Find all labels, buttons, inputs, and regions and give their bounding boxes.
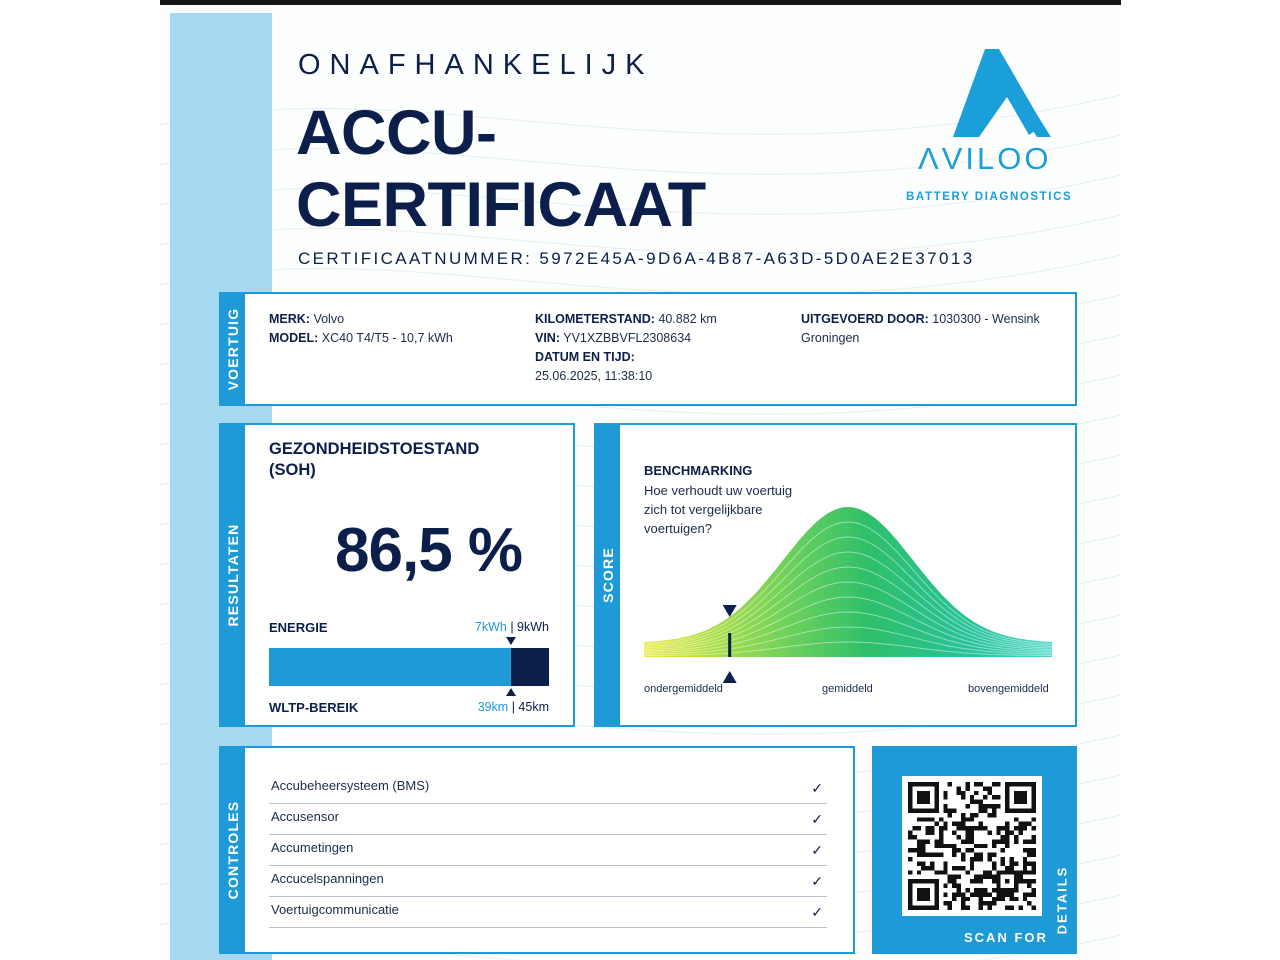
control-row	[269, 865, 827, 897]
energy-max: 9kWh	[517, 620, 549, 634]
axis-high-label: bovengemiddeld	[968, 683, 1049, 695]
certificate-number-value: 5972E45A-9D6A-4B87-A63D-5D0AE2E37013	[539, 249, 975, 268]
range-label: WLTP-BEREIK	[269, 700, 359, 715]
controls-tab	[221, 748, 245, 952]
energy-label: ENERGIE	[269, 620, 328, 635]
control-label: Voertuigcommunicatie	[271, 902, 399, 917]
page-title	[296, 97, 706, 241]
vin-value: YV1XZBBVFL2308634	[563, 331, 692, 345]
certificate-number-label: CERTIFICAATNUMMER:	[298, 249, 533, 268]
soh-bar-fill	[269, 648, 511, 686]
km-value: 40.882 km	[658, 312, 717, 326]
range-values	[478, 700, 549, 714]
control-label: Accumetingen	[271, 840, 354, 855]
control-row	[269, 834, 827, 866]
title-line-1: ACCU-	[296, 98, 497, 168]
model-value: XC40 T4/T5 - 10,7 kWh	[321, 331, 453, 345]
km-label: KILOMETERSTAND:	[535, 312, 655, 326]
vehicle-tab-label: VOERTUIG	[225, 307, 241, 391]
vehicle-tab	[221, 294, 245, 404]
issuer-value-2: Groningen	[801, 331, 860, 345]
logo-wordmark: ΛVILOO	[918, 141, 1052, 176]
control-row	[269, 803, 827, 835]
controls-tab-label: CONTROLES	[225, 800, 241, 900]
benchmarking-title: BENCHMARKING	[644, 463, 753, 478]
score-marker-line	[728, 633, 731, 657]
soh-title-line-1: GEZONDHEIDSTOESTAND	[269, 440, 480, 458]
control-label: Accusensor	[271, 809, 339, 824]
soh-title-line-2: (SOH)	[269, 461, 316, 479]
issuer-value-1: 1030300 - Wensink	[932, 312, 1040, 326]
datetime-value: 25.06.2025, 11:38:10	[535, 369, 653, 383]
aviloo-logo-icon	[895, 41, 1085, 211]
score-marker-bottom-icon	[723, 671, 737, 683]
model-label: MODEL:	[269, 331, 319, 345]
certificate-number	[298, 249, 975, 269]
range-marker-icon	[506, 688, 516, 696]
energy-marker-icon	[506, 637, 516, 645]
score-tab-label: SCORE	[600, 547, 616, 603]
check-icon: ✓	[811, 904, 823, 920]
benchmarking-question: Hoe verhoudt uw voertuig zich tot vergelijkbare voertuigen?	[644, 483, 793, 536]
qr-code-box[interactable]	[902, 776, 1042, 916]
control-label: Accucelspanningen	[271, 871, 384, 886]
control-row	[269, 896, 827, 928]
title-line-2: CERTIFICAAT	[296, 170, 706, 240]
logo-subtitle: BATTERY DIAGNOSTICS	[906, 191, 1073, 203]
control-row	[269, 772, 827, 804]
vin-label: VIN:	[535, 331, 560, 345]
issuer-field	[801, 310, 1040, 348]
score-card	[594, 423, 1077, 727]
details-text: DETAILS	[1054, 865, 1070, 935]
vehicle-card	[219, 292, 1077, 406]
check-icon: ✓	[811, 842, 823, 858]
check-icon: ✓	[811, 873, 823, 889]
control-label: Accubeheersysteem (BMS)	[271, 778, 430, 793]
merk-field	[269, 310, 453, 348]
scan-for-text: SCAN FOR	[964, 930, 1048, 945]
issuer-label: UITGEVOERD DOOR:	[801, 312, 929, 326]
km-vin-field	[535, 310, 717, 386]
energy-values	[475, 620, 549, 634]
check-icon: ✓	[811, 811, 823, 827]
check-icon: ✓	[811, 780, 823, 796]
soh-bar	[269, 648, 549, 686]
soh-title	[269, 439, 479, 481]
soh-value: 86,5 %	[335, 516, 523, 585]
energy-current: 7kWh	[474, 620, 507, 634]
certificate-sheet	[160, 5, 1121, 960]
score-tab	[596, 425, 620, 725]
merk-label: MERK:	[269, 312, 310, 326]
kicker-text: ONAFHANKELIJK	[298, 49, 654, 81]
qr-card[interactable]	[872, 746, 1077, 954]
controls-card	[219, 746, 855, 954]
results-card	[219, 423, 575, 727]
results-tab-label: RESULTATEN	[225, 523, 241, 627]
axis-mid-label: gemiddeld	[822, 683, 873, 695]
range-max: 45km	[518, 700, 549, 714]
datetime-label: DATUM EN TIJD:	[535, 350, 635, 364]
range-current: 39km	[477, 700, 509, 714]
energy-sep: |	[506, 620, 518, 634]
qr-code-icon[interactable]	[908, 782, 1036, 910]
range-sep: |	[508, 700, 519, 714]
results-tab	[221, 425, 245, 725]
merk-value: Volvo	[313, 312, 345, 326]
benchmark-distribution	[644, 485, 1054, 685]
axis-low-label: ondergemiddeld	[644, 683, 723, 695]
